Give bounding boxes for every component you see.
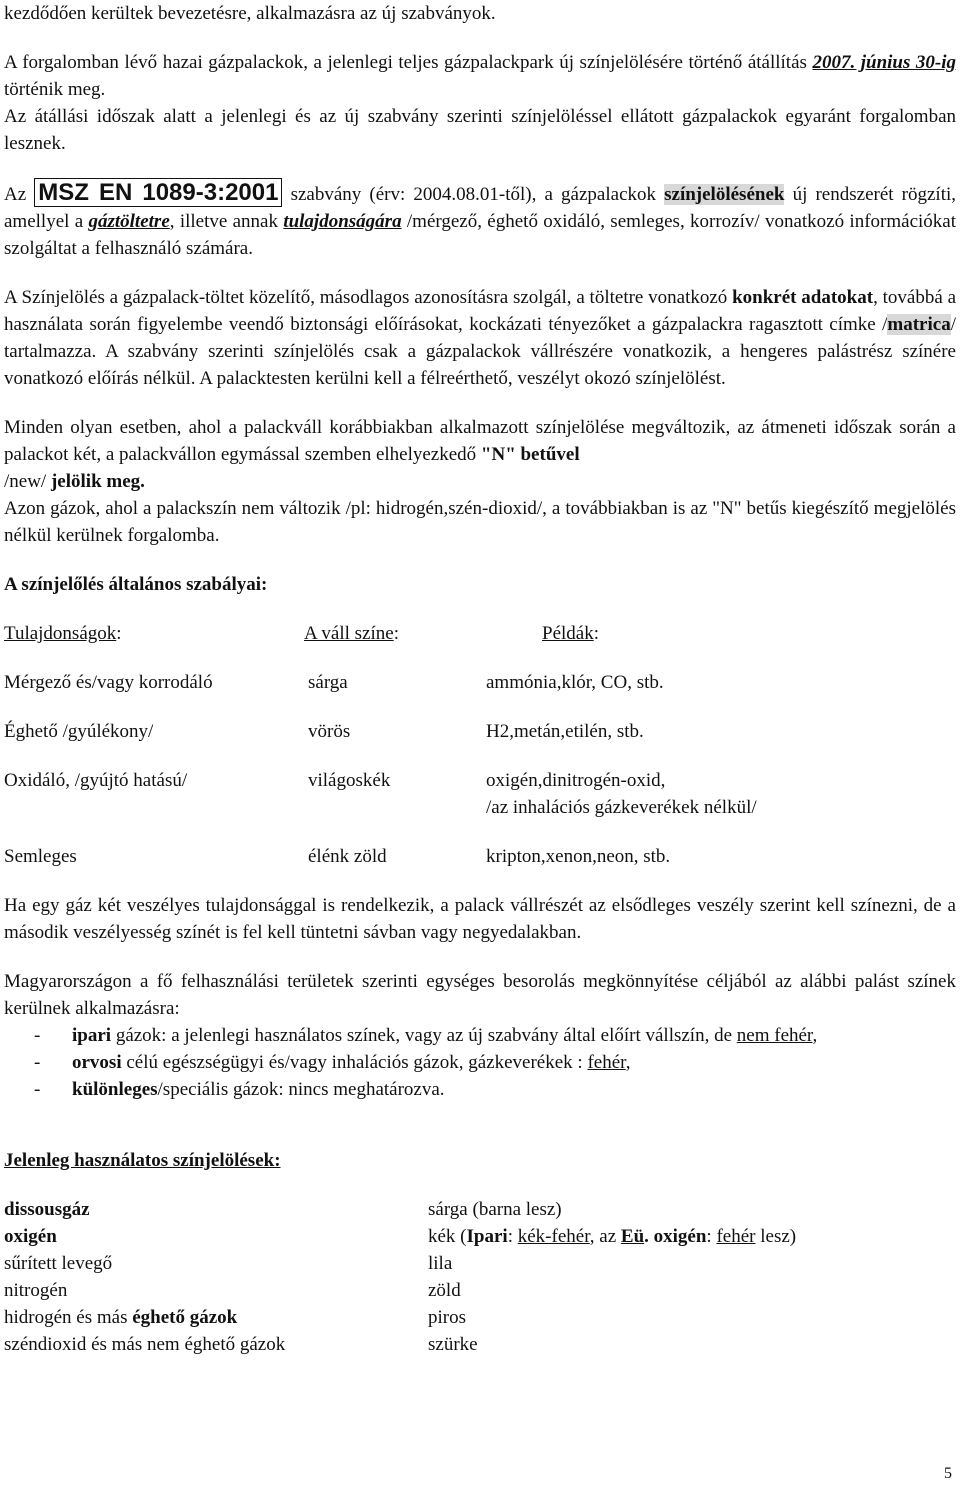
cell: vörös bbox=[308, 721, 351, 742]
text: Minden olyan esetben, ahol a palackváll korábbiakban alkalmazott színjelölése megváltozik, az átmeneti időszak során a palackot két, a palackvállon egymással szemben elhelyezkedő bbox=[4, 417, 956, 465]
paragraph-hungary bbox=[4, 968, 956, 1022]
document-page bbox=[4, 0, 956, 1358]
text: Az bbox=[4, 184, 27, 205]
text: : bbox=[116, 623, 122, 644]
cell: világoskék bbox=[308, 770, 391, 791]
heading: Jelenleg használatos színjelölések: bbox=[4, 1150, 281, 1171]
table-row bbox=[4, 767, 956, 794]
term-gas-filling: gáztöltetre bbox=[88, 211, 170, 232]
list-item bbox=[4, 1049, 956, 1076]
bullet-dash: - bbox=[34, 1079, 41, 1100]
bold-term: éghető gázok bbox=[132, 1307, 238, 1328]
gas-name: széndioxid és más nem éghető gázok bbox=[4, 1334, 286, 1355]
paragraph-color-marking bbox=[4, 284, 956, 392]
text: új rendszerét rögzíti, amellyel a bbox=[4, 184, 957, 232]
table-row-continuation bbox=[4, 794, 956, 821]
text: A Színjelölés a gázpalack-töltet közelítő, másodlagos azonosításra szolgál, a töltetre vonatkozó bbox=[4, 287, 728, 308]
cell: Éghető /gyúlékony/ bbox=[4, 721, 154, 742]
text: : bbox=[393, 623, 399, 644]
text: Magyarországon a fő felhasználási területek szerinti egységes besorolás megkönnyítése céljából az alábbi palást színek kerülnek alkalmazásra: bbox=[4, 971, 956, 1019]
gas-name: nitrogén bbox=[4, 1280, 68, 1301]
column-header: Példák bbox=[542, 623, 594, 644]
bold-term: ipari bbox=[72, 1025, 112, 1046]
bullet-dash: - bbox=[34, 1025, 41, 1046]
paragraph-standard bbox=[4, 179, 956, 262]
text: , bbox=[625, 1052, 631, 1073]
underlined-term: Eü bbox=[620, 1226, 645, 1247]
heading: A színjelőlés általános szabályai: bbox=[4, 574, 268, 595]
cell: oxigén,dinitrogén-oxid, bbox=[486, 770, 666, 791]
column-header: Tulajdonságok bbox=[4, 623, 117, 644]
text: , bbox=[812, 1025, 818, 1046]
text: történik meg. bbox=[4, 79, 106, 100]
deadline-date: 2007. június 30-ig bbox=[812, 52, 957, 73]
text: gázok: a jelenlegi használatos színek, vagy az új szabvány által előírt vállszín, de bbox=[115, 1025, 733, 1046]
text: Az átállási időszak alatt a jelenlegi és az új szabvány szerinti színjelöléssel ellátott gázpalackok egyaránt forgalomban lesznek. bbox=[4, 106, 956, 154]
text: : bbox=[706, 1226, 712, 1247]
list-item bbox=[4, 1022, 956, 1049]
gas-color bbox=[428, 1223, 796, 1250]
gas-row bbox=[4, 1277, 956, 1304]
section-heading-current bbox=[4, 1147, 956, 1174]
gas-name bbox=[4, 1304, 237, 1331]
table-row bbox=[4, 843, 956, 870]
cell: /az inhalációs gázkeverékek nélkül/ bbox=[486, 797, 757, 818]
text: : bbox=[507, 1226, 513, 1247]
cell: Mérgező és/vagy korrodáló bbox=[4, 672, 213, 693]
bold-term: konkrét adatokat bbox=[732, 287, 874, 308]
text: : bbox=[593, 623, 599, 644]
bold-term: . oxigén bbox=[644, 1226, 707, 1247]
underlined-term: nem fehér bbox=[736, 1025, 813, 1046]
text: kezdődően kerültek bevezetésre, alkalmazásra az új szabványok. bbox=[4, 3, 496, 24]
cell: sárga bbox=[308, 672, 348, 693]
gas-row bbox=[4, 1223, 956, 1250]
text: , az bbox=[589, 1226, 617, 1247]
text: lesz) bbox=[760, 1226, 797, 1247]
bold-term: különleges bbox=[72, 1079, 158, 1100]
cell: kripton,xenon,neon, stb. bbox=[486, 846, 671, 867]
bold-term: "N" betűvel bbox=[480, 444, 580, 465]
column-header: A váll színe bbox=[304, 623, 394, 644]
gas-color: lila bbox=[428, 1253, 453, 1274]
bullet-dash: - bbox=[34, 1052, 41, 1073]
section-heading-rules bbox=[4, 571, 956, 598]
underlined-term: kék-fehér bbox=[517, 1226, 590, 1247]
gas-color: piros bbox=[428, 1307, 466, 1328]
text: célú egészségügyi és/vagy inhalációs gázok, gázkeverékek : bbox=[126, 1052, 583, 1073]
gas-row bbox=[4, 1196, 956, 1223]
text: Azon gázok, ahol a palackszín nem változik /pl: hidrogén,szén-dioxid/, a továbbiakban is az "N" betűs kiegészítő megjelölés nélkül kerülnek forgalomba. bbox=[4, 498, 956, 546]
text: /speciális gázok: nincs meghatározva. bbox=[157, 1079, 445, 1100]
text: , továbbá a használata során figyelembe veendő biztonsági előírásokat, kockázati tényezőket a gázpalackra ragasztott címke / bbox=[4, 287, 956, 335]
cell: Semleges bbox=[4, 846, 77, 867]
gas-name: oxigén bbox=[4, 1226, 57, 1247]
page-number: 5 bbox=[944, 1465, 952, 1482]
underlined-term: fehér bbox=[587, 1052, 626, 1073]
text: /new/ bbox=[4, 471, 47, 492]
gas-name: dissousgáz bbox=[4, 1199, 90, 1220]
cell: ammónia,klór, CO, stb. bbox=[486, 672, 664, 693]
text: / tartalmazza. A szabvány szerinti színjelölés csak a gázpalackok vállrészére vonatkozik, a hengeres palástrész színére vonatkozó előírás nélkül. A palacktesten kerülni kell a félreérthető, veszélyt okozó színjelölést. bbox=[4, 314, 956, 389]
text: Ha egy gáz két veszélyes tulajdonsággal is rendelkezik, a palack vállrészét az elsődleges veszély szerint kell színezni, de a második veszélyesség színét is fel kell tüntetni sávban vagy negyedalakban. bbox=[4, 895, 956, 943]
gas-row bbox=[4, 1250, 956, 1277]
term-property: tulajdonságára bbox=[283, 211, 402, 232]
list-item bbox=[4, 1076, 956, 1103]
gas-color: zöld bbox=[428, 1280, 461, 1301]
gas-name: sűrített levegő bbox=[4, 1253, 113, 1274]
paragraph-unchanged bbox=[4, 495, 956, 549]
text: , illetve annak bbox=[169, 211, 278, 232]
paragraph-intro bbox=[4, 0, 956, 27]
underlined-term: fehér bbox=[716, 1226, 756, 1247]
highlighted-term: matrica bbox=[887, 314, 951, 335]
cell: Oxidáló, /gyújtó hatású/ bbox=[4, 770, 188, 791]
bold-term: Ipari bbox=[466, 1226, 508, 1247]
bold-term: jelölik meg. bbox=[50, 471, 145, 492]
gas-color: sárga (barna lesz) bbox=[428, 1199, 562, 1220]
cell: élénk zöld bbox=[308, 846, 387, 867]
table-row bbox=[4, 669, 956, 696]
gas-row bbox=[4, 1331, 956, 1358]
text: A forgalomban lévő hazai gázpalackok, a jelenlegi teljes gázpalackpark új színjelölésére történő átállítás bbox=[4, 52, 807, 73]
highlighted-term: színjelölésének bbox=[664, 184, 785, 205]
text: hidrogén és más bbox=[4, 1307, 128, 1328]
paragraph-transition-period bbox=[4, 103, 956, 157]
text: szabvány (érv: 2004.08.01-től), a gázpalackok bbox=[290, 184, 656, 205]
rules-table-header bbox=[4, 620, 956, 647]
table-row bbox=[4, 718, 956, 745]
gas-row bbox=[4, 1304, 956, 1331]
bold-term: orvosi bbox=[72, 1052, 122, 1073]
standard-code: MSZ EN 1089-3:2001 bbox=[34, 178, 282, 207]
paragraph-two-hazards bbox=[4, 892, 956, 946]
paragraph-n-marking bbox=[4, 414, 956, 495]
gas-color: szürke bbox=[428, 1334, 478, 1355]
text: kék ( bbox=[428, 1226, 467, 1247]
text: /mérgező, éghető oxidáló, semleges, korrozív/ vonatkozó információkat szolgáltat a felhasználó számára. bbox=[4, 211, 956, 259]
cell: H2,metán,etilén, stb. bbox=[486, 721, 644, 742]
paragraph-transition bbox=[4, 49, 956, 103]
